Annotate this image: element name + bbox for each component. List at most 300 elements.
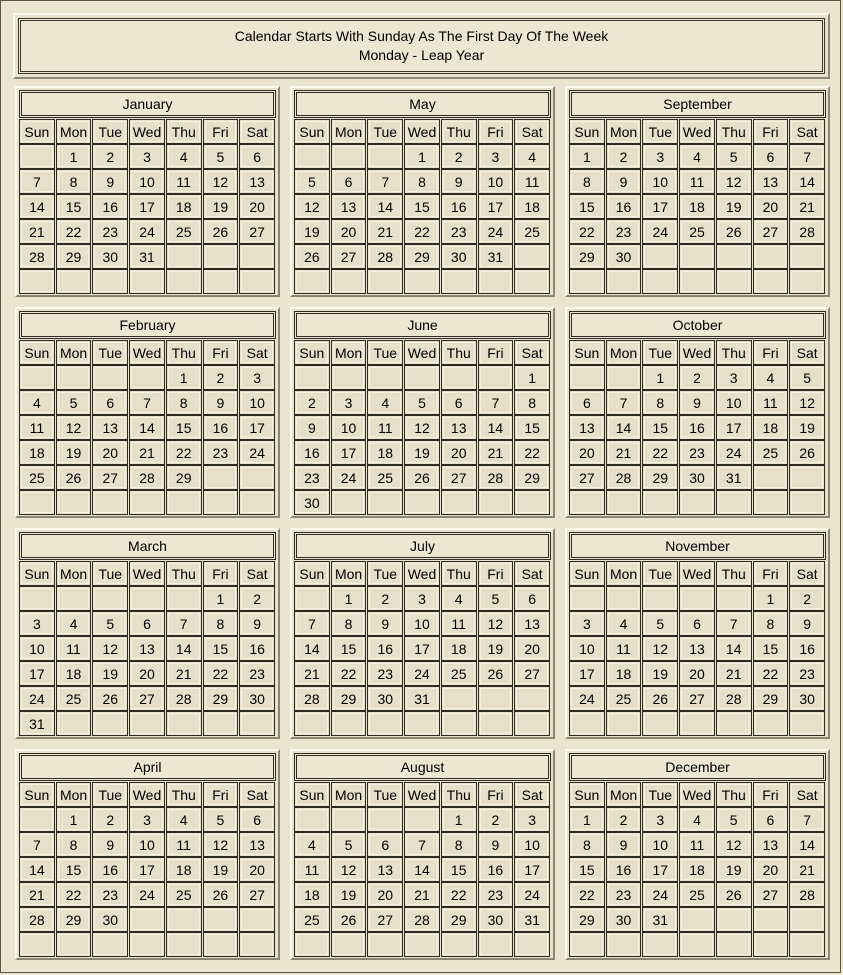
day-cell: 15	[166, 415, 202, 440]
empty-cell	[716, 711, 752, 736]
day-cell: 20	[92, 440, 128, 465]
day-cell: 26	[56, 465, 92, 490]
empty-cell	[56, 269, 92, 294]
month-grid	[19, 561, 276, 736]
day-cell: 12	[56, 415, 92, 440]
day-cell: 26	[331, 907, 367, 932]
day-cell: 2	[92, 144, 128, 169]
day-cell: 20	[441, 440, 477, 465]
weekday-header-mon: Mon	[606, 340, 642, 365]
day-cell: 16	[679, 415, 715, 440]
weekday-header-sun: Sun	[19, 561, 55, 586]
empty-cell	[606, 711, 642, 736]
day-cell: 26	[789, 440, 825, 465]
day-cell: 17	[129, 194, 165, 219]
day-cell: 6	[569, 390, 605, 415]
empty-cell	[203, 244, 239, 269]
day-cell: 24	[19, 686, 55, 711]
weekday-header-sun: Sun	[294, 561, 330, 586]
day-cell: 11	[679, 169, 715, 194]
day-cell: 27	[514, 661, 550, 686]
day-cell: 9	[606, 832, 642, 857]
day-cell: 22	[753, 661, 789, 686]
month-frame	[569, 753, 826, 956]
day-cell: 30	[441, 244, 477, 269]
day-cell: 4	[753, 365, 789, 390]
empty-cell	[92, 586, 128, 611]
day-cell: 2	[367, 586, 403, 611]
day-cell: 9	[92, 832, 128, 857]
empty-cell	[679, 244, 715, 269]
weekday-header-thu: Thu	[441, 561, 477, 586]
empty-cell	[753, 465, 789, 490]
month-frame	[569, 311, 826, 514]
day-cell: 10	[642, 169, 678, 194]
day-cell: 12	[294, 194, 330, 219]
weekday-header-tue: Tue	[92, 340, 128, 365]
day-cell: 10	[478, 169, 514, 194]
day-cell: 23	[294, 465, 330, 490]
day-cell: 21	[294, 661, 330, 686]
day-cell: 3	[129, 807, 165, 832]
empty-cell	[166, 244, 202, 269]
day-cell: 20	[129, 661, 165, 686]
day-cell: 20	[753, 194, 789, 219]
day-cell: 21	[716, 661, 752, 686]
day-cell: 3	[716, 365, 752, 390]
empty-cell	[789, 932, 825, 957]
month-october	[565, 307, 830, 518]
day-cell: 5	[92, 611, 128, 636]
day-cell: 17	[478, 194, 514, 219]
month-may	[290, 86, 555, 297]
empty-cell	[441, 490, 477, 515]
weekday-header-tue: Tue	[367, 561, 403, 586]
day-cell: 8	[514, 390, 550, 415]
day-cell: 8	[56, 832, 92, 857]
empty-cell	[514, 490, 550, 515]
month-frame	[294, 311, 551, 514]
empty-cell	[441, 711, 477, 736]
day-cell: 16	[367, 636, 403, 661]
month-frame	[19, 753, 276, 956]
weekday-header-mon: Mon	[56, 561, 92, 586]
empty-cell	[129, 365, 165, 390]
weekday-header-sun: Sun	[294, 119, 330, 144]
day-cell: 11	[679, 832, 715, 857]
day-cell: 25	[514, 219, 550, 244]
weekday-header-wed: Wed	[679, 561, 715, 586]
day-cell: 11	[606, 636, 642, 661]
empty-cell	[166, 490, 202, 515]
day-cell: 26	[478, 661, 514, 686]
empty-cell	[478, 932, 514, 957]
empty-cell	[92, 490, 128, 515]
day-cell: 19	[789, 415, 825, 440]
day-cell: 3	[129, 144, 165, 169]
day-cell: 5	[716, 807, 752, 832]
weekday-header-mon: Mon	[331, 561, 367, 586]
day-cell: 5	[478, 586, 514, 611]
day-cell: 1	[56, 807, 92, 832]
day-cell: 21	[19, 882, 55, 907]
day-cell: 15	[56, 857, 92, 882]
empty-cell	[19, 586, 55, 611]
day-cell: 27	[441, 465, 477, 490]
day-cell: 25	[679, 882, 715, 907]
empty-cell	[367, 932, 403, 957]
day-cell: 25	[166, 882, 202, 907]
day-cell: 22	[331, 661, 367, 686]
empty-cell	[606, 269, 642, 294]
day-cell: 27	[239, 882, 275, 907]
day-cell: 30	[294, 490, 330, 515]
empty-cell	[514, 711, 550, 736]
day-cell: 6	[129, 611, 165, 636]
day-cell: 1	[441, 807, 477, 832]
day-cell: 9	[478, 832, 514, 857]
day-cell: 18	[606, 661, 642, 686]
day-cell: 27	[129, 686, 165, 711]
day-cell: 28	[294, 686, 330, 711]
day-cell: 4	[679, 144, 715, 169]
weekday-header-fri: Fri	[203, 561, 239, 586]
empty-cell	[753, 711, 789, 736]
empty-cell	[404, 365, 440, 390]
day-cell: 23	[92, 219, 128, 244]
day-cell: 13	[514, 611, 550, 636]
month-grid	[569, 119, 826, 294]
day-cell: 8	[203, 611, 239, 636]
day-cell: 16	[606, 194, 642, 219]
day-cell: 20	[367, 882, 403, 907]
day-cell: 21	[129, 440, 165, 465]
month-title: October	[569, 311, 826, 339]
empty-cell	[606, 365, 642, 390]
day-cell: 1	[642, 365, 678, 390]
day-cell: 26	[404, 465, 440, 490]
weekday-header-thu: Thu	[716, 340, 752, 365]
weekday-header-thu: Thu	[166, 782, 202, 807]
day-cell: 7	[294, 611, 330, 636]
empty-cell	[642, 586, 678, 611]
calendar-header	[13, 13, 830, 79]
day-cell: 13	[129, 636, 165, 661]
empty-cell	[19, 144, 55, 169]
day-cell: 26	[716, 219, 752, 244]
day-cell: 29	[753, 686, 789, 711]
day-cell: 15	[203, 636, 239, 661]
empty-cell	[331, 711, 367, 736]
month-grid	[294, 340, 551, 515]
day-cell: 7	[789, 807, 825, 832]
day-cell: 20	[239, 857, 275, 882]
empty-cell	[478, 711, 514, 736]
day-cell: 14	[166, 636, 202, 661]
month-frame	[569, 532, 826, 735]
day-cell: 12	[203, 832, 239, 857]
day-cell: 27	[569, 465, 605, 490]
day-cell: 8	[642, 390, 678, 415]
day-cell: 1	[569, 144, 605, 169]
day-cell: 6	[92, 390, 128, 415]
day-cell: 14	[19, 194, 55, 219]
day-cell: 2	[478, 807, 514, 832]
weekday-header-thu: Thu	[166, 561, 202, 586]
day-cell: 9	[203, 390, 239, 415]
empty-cell	[294, 711, 330, 736]
day-cell: 24	[569, 686, 605, 711]
month-march	[15, 528, 280, 739]
day-cell: 28	[789, 882, 825, 907]
day-cell: 28	[19, 244, 55, 269]
weekday-header-sun: Sun	[569, 340, 605, 365]
day-cell: 26	[203, 219, 239, 244]
day-cell: 26	[294, 244, 330, 269]
day-cell: 13	[331, 194, 367, 219]
weekday-header-sun: Sun	[569, 782, 605, 807]
empty-cell	[166, 907, 202, 932]
weekday-header-tue: Tue	[642, 561, 678, 586]
day-cell: 29	[56, 244, 92, 269]
empty-cell	[129, 711, 165, 736]
day-cell: 11	[753, 390, 789, 415]
weekday-header-tue: Tue	[92, 561, 128, 586]
day-cell: 15	[642, 415, 678, 440]
empty-cell	[514, 244, 550, 269]
day-cell: 5	[203, 144, 239, 169]
day-cell: 26	[716, 882, 752, 907]
empty-cell	[294, 144, 330, 169]
month-november	[565, 528, 830, 739]
empty-cell	[331, 807, 367, 832]
day-cell: 22	[569, 882, 605, 907]
day-cell: 29	[441, 907, 477, 932]
day-cell: 10	[569, 636, 605, 661]
weekday-header-sun: Sun	[294, 782, 330, 807]
empty-cell	[294, 932, 330, 957]
day-cell: 18	[367, 440, 403, 465]
day-cell: 25	[56, 686, 92, 711]
day-cell: 21	[19, 219, 55, 244]
day-cell: 22	[514, 440, 550, 465]
month-title: May	[294, 90, 551, 118]
day-cell: 20	[514, 636, 550, 661]
day-cell: 2	[606, 144, 642, 169]
empty-cell	[569, 269, 605, 294]
month-title: July	[294, 532, 551, 560]
day-cell: 15	[441, 857, 477, 882]
day-cell: 10	[404, 611, 440, 636]
day-cell: 22	[166, 440, 202, 465]
day-cell: 17	[569, 661, 605, 686]
day-cell: 7	[129, 390, 165, 415]
day-cell: 25	[294, 907, 330, 932]
weekday-header-tue: Tue	[92, 782, 128, 807]
empty-cell	[642, 269, 678, 294]
weekday-header-fri: Fri	[753, 561, 789, 586]
day-cell: 21	[367, 219, 403, 244]
weekday-header-wed: Wed	[679, 340, 715, 365]
empty-cell	[56, 932, 92, 957]
empty-cell	[642, 244, 678, 269]
day-cell: 15	[569, 857, 605, 882]
empty-cell	[716, 586, 752, 611]
weekday-header-thu: Thu	[716, 561, 752, 586]
day-cell: 16	[203, 415, 239, 440]
empty-cell	[642, 711, 678, 736]
day-cell: 6	[239, 144, 275, 169]
month-title: December	[569, 753, 826, 781]
day-cell: 27	[679, 686, 715, 711]
day-cell: 2	[239, 586, 275, 611]
day-cell: 31	[478, 244, 514, 269]
day-cell: 1	[166, 365, 202, 390]
empty-cell	[478, 365, 514, 390]
day-cell: 1	[569, 807, 605, 832]
day-cell: 18	[166, 857, 202, 882]
day-cell: 13	[367, 857, 403, 882]
empty-cell	[716, 907, 752, 932]
day-cell: 28	[129, 465, 165, 490]
day-cell: 22	[404, 219, 440, 244]
empty-cell	[239, 490, 275, 515]
day-cell: 29	[569, 907, 605, 932]
weekday-header-mon: Mon	[56, 340, 92, 365]
day-cell: 11	[19, 415, 55, 440]
empty-cell	[404, 269, 440, 294]
month-title: March	[19, 532, 276, 560]
day-cell: 9	[294, 415, 330, 440]
day-cell: 23	[606, 882, 642, 907]
month-title: February	[19, 311, 276, 339]
weekday-header-thu: Thu	[441, 119, 477, 144]
calendar-header-box	[18, 18, 825, 74]
day-cell: 2	[606, 807, 642, 832]
day-cell: 17	[404, 636, 440, 661]
weekday-header-tue: Tue	[642, 782, 678, 807]
empty-cell	[367, 144, 403, 169]
day-cell: 29	[642, 465, 678, 490]
day-cell: 16	[789, 636, 825, 661]
day-cell: 21	[789, 857, 825, 882]
month-title: April	[19, 753, 276, 781]
day-cell: 7	[19, 169, 55, 194]
day-cell: 6	[753, 144, 789, 169]
empty-cell	[239, 244, 275, 269]
month-grid	[569, 782, 826, 957]
weekday-header-thu: Thu	[166, 119, 202, 144]
empty-cell	[239, 907, 275, 932]
empty-cell	[203, 269, 239, 294]
day-cell: 25	[166, 219, 202, 244]
month-december	[565, 749, 830, 960]
weekday-header-mon: Mon	[331, 119, 367, 144]
day-cell: 23	[679, 440, 715, 465]
day-cell: 29	[56, 907, 92, 932]
weekday-header-wed: Wed	[129, 782, 165, 807]
day-cell: 12	[716, 832, 752, 857]
empty-cell	[569, 490, 605, 515]
month-frame	[294, 532, 551, 735]
month-june	[290, 307, 555, 518]
empty-cell	[716, 269, 752, 294]
day-cell: 15	[404, 194, 440, 219]
day-cell: 18	[441, 636, 477, 661]
day-cell: 14	[129, 415, 165, 440]
empty-cell	[56, 711, 92, 736]
day-cell: 24	[642, 882, 678, 907]
empty-cell	[514, 269, 550, 294]
day-cell: 24	[478, 219, 514, 244]
day-cell: 10	[239, 390, 275, 415]
empty-cell	[92, 711, 128, 736]
day-cell: 12	[203, 169, 239, 194]
day-cell: 19	[203, 857, 239, 882]
day-cell: 27	[753, 219, 789, 244]
day-cell: 10	[331, 415, 367, 440]
empty-cell	[789, 711, 825, 736]
day-cell: 30	[606, 907, 642, 932]
day-cell: 21	[478, 440, 514, 465]
empty-cell	[331, 144, 367, 169]
day-cell: 29	[203, 686, 239, 711]
day-cell: 27	[367, 907, 403, 932]
empty-cell	[367, 807, 403, 832]
day-cell: 14	[789, 832, 825, 857]
weekday-header-wed: Wed	[129, 561, 165, 586]
empty-cell	[56, 365, 92, 390]
month-september	[565, 86, 830, 297]
empty-cell	[679, 490, 715, 515]
weekday-header-wed: Wed	[679, 782, 715, 807]
day-cell: 10	[129, 832, 165, 857]
day-cell: 19	[716, 194, 752, 219]
day-cell: 26	[642, 686, 678, 711]
empty-cell	[679, 711, 715, 736]
day-cell: 18	[294, 882, 330, 907]
month-grid	[294, 782, 551, 957]
day-cell: 3	[569, 611, 605, 636]
day-cell: 10	[514, 832, 550, 857]
day-cell: 19	[331, 882, 367, 907]
empty-cell	[716, 490, 752, 515]
month-july	[290, 528, 555, 739]
day-cell: 3	[642, 807, 678, 832]
empty-cell	[679, 932, 715, 957]
empty-cell	[166, 711, 202, 736]
day-cell: 18	[679, 194, 715, 219]
day-cell: 24	[239, 440, 275, 465]
day-cell: 11	[56, 636, 92, 661]
day-cell: 14	[478, 415, 514, 440]
day-cell: 12	[404, 415, 440, 440]
day-cell: 4	[606, 611, 642, 636]
day-cell: 17	[331, 440, 367, 465]
empty-cell	[478, 490, 514, 515]
day-cell: 31	[514, 907, 550, 932]
empty-cell	[19, 490, 55, 515]
empty-cell	[642, 932, 678, 957]
day-cell: 12	[642, 636, 678, 661]
empty-cell	[753, 490, 789, 515]
day-cell: 11	[514, 169, 550, 194]
empty-cell	[367, 365, 403, 390]
empty-cell	[166, 269, 202, 294]
weekday-header-sat: Sat	[514, 561, 550, 586]
weekday-header-fri: Fri	[203, 119, 239, 144]
empty-cell	[19, 269, 55, 294]
